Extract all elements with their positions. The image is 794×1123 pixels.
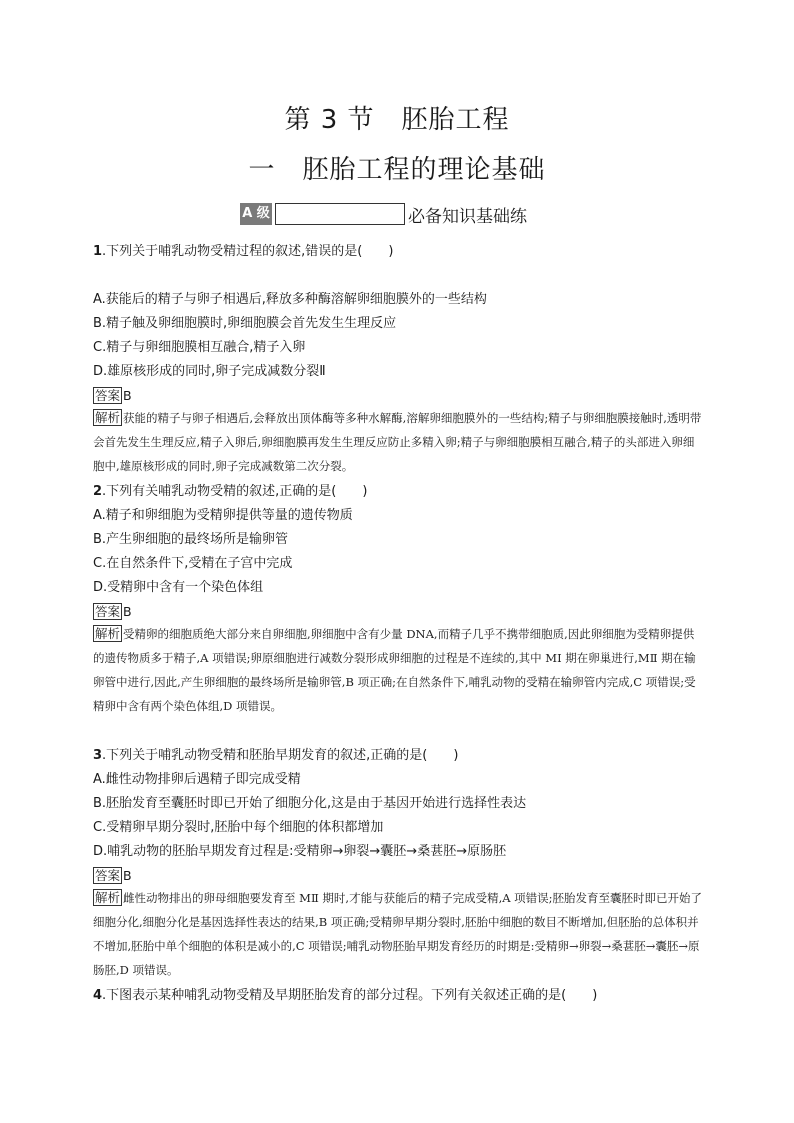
level-blank-box (275, 203, 405, 225)
q1-option-c: C.精子与卵细胞膜相互融合,精子入卵 (93, 340, 306, 355)
q1-stem (93, 243, 393, 261)
q2-option-d: D.受精卵中含有一个染色体组 (93, 580, 264, 595)
q2-number: 2 (93, 484, 103, 499)
q2-option-c: C.在自然条件下,受精在子宫中完成 (93, 556, 293, 571)
q4-stem-text: .下图表示某种哺乳动物受精及早期胚胎发育的部分过程。下列有关叙述正确的是( ) (102, 988, 598, 1003)
q1-stem-text: .下列关于哺乳动物受精过程的叙述,错误的是( ) (102, 244, 394, 259)
level-header (240, 201, 527, 227)
q3-analysis-text: 雌性动物排出的卵母细胞要发育至 MⅡ 期时,才能与获能后的精子完成受精,A 项错误;胚胎发育至囊胚时即已开始了细胞分化,细胞分化是基因选择性表达的结果,B 项正确;受精卵早期分裂时,胚胎中细胞的数目不断增加,但胚胎的总体积并不增加,胚胎中单个细胞的体积是减小的,C 项错误;哺乳动物胚胎早期发育经历的时期是:受精卵→卵裂→桑葚胚→囊胚→原肠胚,D 项错误。 (93, 891, 703, 977)
q3-answer (93, 867, 132, 886)
q4-stem (93, 987, 597, 1005)
q1-analysis (93, 406, 703, 478)
q3-answer-value: B (123, 868, 132, 883)
q3-stem-text: .下列关于哺乳动物受精和胚胎早期发育的叙述,正确的是( ) (102, 748, 459, 763)
q2-analysis (93, 622, 703, 718)
q2-answer-value: B (123, 604, 132, 619)
q2-stem (93, 483, 367, 501)
q3-option-d: D.哺乳动物的胚胎早期发育过程是:受精卵→卵裂→囊胚→桑葚胚→原肠胚 (93, 844, 507, 859)
answer-tag: 答案 (95, 604, 121, 619)
q1-number: 1 (93, 244, 103, 259)
analysis-tag: 解析 (95, 626, 121, 641)
analysis-tag: 解析 (95, 890, 121, 905)
answer-tag: 答案 (95, 868, 121, 883)
q2-stem-text: .下列有关哺乳动物受精的叙述,正确的是( ) (102, 484, 368, 499)
q1-option-d: D.雄原核形成的同时,卵子完成减数分裂Ⅱ (93, 364, 326, 379)
q3-analysis (93, 886, 703, 982)
q3-number: 3 (93, 748, 103, 763)
q2-analysis-text: 受精卵的细胞质绝大部分来自卵细胞,卵细胞中含有少量 DNA,而精子几乎不携带细胞质,因此卵细胞为受精卵提供的遗传物质多于精子,A 项错误;卵原细胞进行减数分裂形成卵细胞的过程是不连续的,其中 MⅠ 期在卵巢进行,MⅡ 期在输卵管中进行,因此,产生卵细胞的最终场所是输卵管,B 项正确;在自然条件下,哺乳动物的受精在输卵管内完成,C 项错误;受精卵中含有两个染色体组,D 项错误。 (93, 627, 696, 713)
q1-answer-value: B (123, 388, 132, 403)
analysis-tag: 解析 (95, 410, 121, 425)
q1-answer (93, 387, 132, 406)
q2-answer (93, 603, 132, 622)
q2-option-b: B.产生卵细胞的最终场所是输卵管 (93, 532, 289, 547)
q4-number: 4 (93, 988, 103, 1003)
q3-option-a: A.雌性动物排卵后遇精子即完成受精 (93, 772, 301, 787)
q3-option-c: C.受精卵早期分裂时,胚胎中每个细胞的体积都增加 (93, 820, 384, 835)
section-title: 第 3 节 胚胎工程 (284, 105, 510, 135)
q3-stem (93, 747, 458, 765)
q1-option-b: B.精子触及卵细胞膜时,卵细胞膜会首先发生生理反应 (93, 316, 397, 331)
answer-tag: 答案 (95, 388, 121, 403)
q2-option-a: A.精子和卵细胞为受精卵提供等量的遗传物质 (93, 508, 353, 523)
q1-analysis-text: 获能的精子与卵子相遇后,会释放出顶体酶等多种水解酶,溶解卵细胞膜外的一些结构;精子与卵细胞膜接触时,透明带会首先发生生理反应,精子入卵后,卵细胞膜再发生生理反应防止多精入卵;精子与卵细胞膜相互融合,精子的头部进入卵细胞中,雄原核形成的同时,卵子完成减数第二次分裂。 (93, 411, 702, 473)
q3-option-b: B.胚胎发育至囊胚时即已开始了细胞分化,这是由于基因开始进行选择性表达 (93, 796, 527, 811)
level-label: 必备知识基础练 (408, 206, 527, 227)
section-subtitle: 一 胚胎工程的理论基础 (248, 155, 546, 185)
q1-option-a: A.获能后的精子与卵子相遇后,释放多种酶溶解卵细胞膜外的一些结构 (93, 292, 487, 307)
level-badge: A 级 (240, 203, 272, 225)
